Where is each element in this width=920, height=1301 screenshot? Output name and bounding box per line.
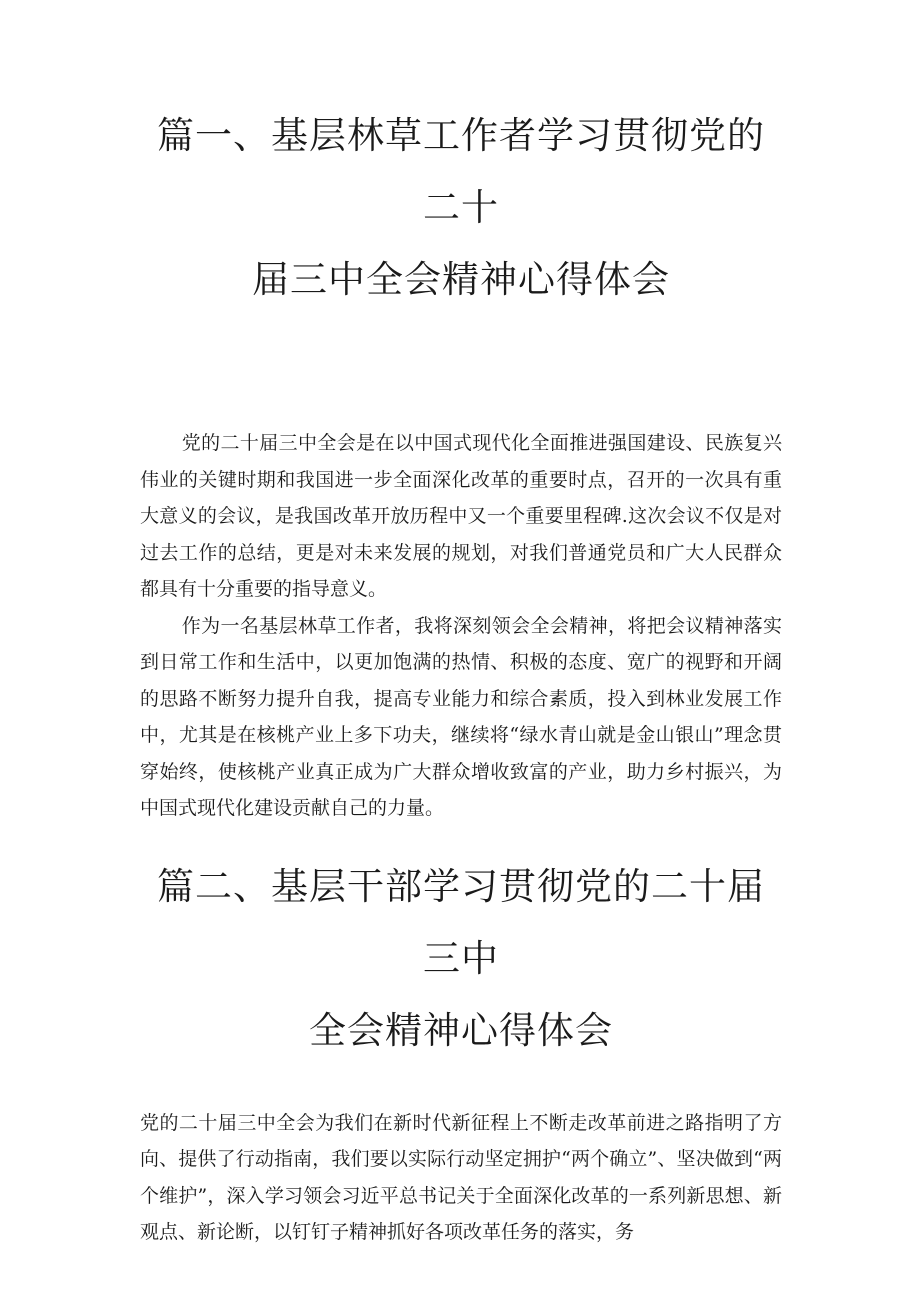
section-2-title-line-2: 全会精神心得体会 (309, 1008, 613, 1052)
section-2-title-line-1: 篇二、基层干部学习贯彻党的二十届三中 (157, 864, 765, 980)
section-1-title (140, 100, 782, 316)
section-2-title (140, 851, 782, 1067)
section-1-body (140, 425, 782, 827)
section-1-paragraph-1: 党的二十届三中全会是在以中国式现代化全面推进强国建设、民族复兴伟业的关键时期和我国进一步全面深化改革的重要时点，召开的一次具有重大意义的会议，是我国改革开放历程中又一个重要里程碑.这次会议不仅是对过去工作的总结，更是对未来发展的规划，对我们普通党员和广大人民群众都具有十分重要的指导意义。 (140, 432, 782, 600)
section-1-title-line-1: 篇一、基层林草工作者学习贯彻党的二十 (157, 114, 765, 229)
section-2-paragraph-1: 党的二十届三中全会为我们在新时代新征程上不断走改革前进之路指明了方向、提供了行动指南，我们要以实际行动坚定拥护“两个确立”、坚决做到“两个维护”，深入学习领会习近平总书记关于全面深化改革的一系列新思想、新观点、新论断，以钉钉子精神抓好各项改革任务的落实，务 (140, 1111, 782, 1243)
section-1-paragraph-2: 作为一名基层林草工作者，我将深刻领会全会精神，将把会议精神落实到日常工作和生活中，以更加饱满的热情、积极的态度、宽广的视野和开阔的思路不断努力提升自我，提高专业能力和综合素质，投入到林业发展工作中，尤其是在核桃产业上多下功夫，继续将“绿水青山就是金山银山”理念贯穿始终，使核桃产业真正成为广大群众增收致富的产业，助力乡村振兴，为中国式现代化建设贡献自己的力量。 (140, 614, 782, 819)
section-1-title-line-2: 届三中全会精神心得体会 (252, 258, 670, 301)
section-2-body (140, 1105, 782, 1251)
